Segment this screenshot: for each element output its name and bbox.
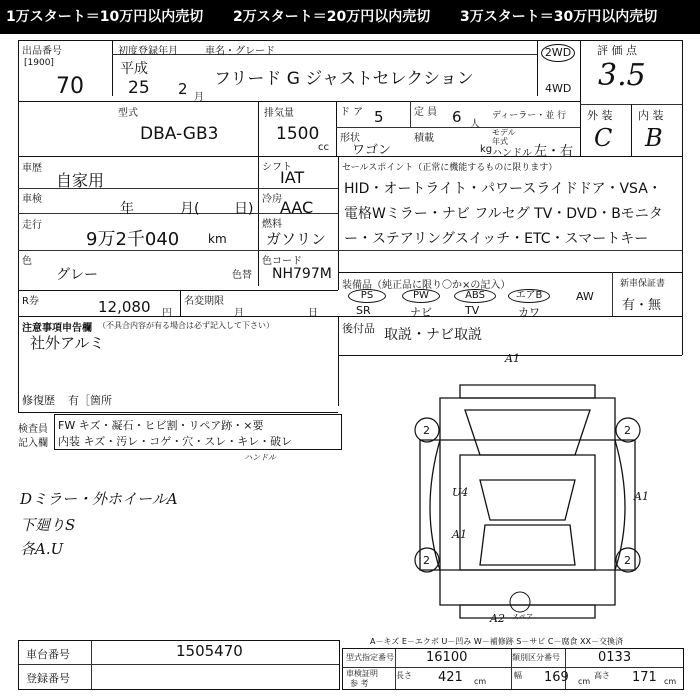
mark-bottom: A2 bbox=[490, 612, 505, 625]
height-label: 高さ bbox=[594, 671, 610, 680]
recycle-unit: 円 bbox=[162, 308, 172, 319]
mark-center: U4 bbox=[452, 486, 469, 499]
width-unit: cm bbox=[578, 677, 591, 686]
shape-label: 形状 bbox=[340, 133, 360, 144]
notes-sub: （不具合内容が有る場合は必ず記入して下さい） bbox=[98, 321, 274, 330]
exterior-label: 外 装 bbox=[587, 109, 613, 122]
mileage-unit: km bbox=[208, 232, 227, 246]
shift-value: IAT bbox=[280, 168, 305, 187]
equip-pw: PW bbox=[402, 289, 440, 303]
doors-value: 5 bbox=[374, 108, 384, 126]
checker-line2: 内装 キズ・汚レ・コゲ・穴・スレ・キレ・破レ bbox=[58, 435, 293, 448]
equip-airbag: エアB bbox=[508, 289, 550, 303]
recycle-value: 12,080 bbox=[98, 298, 151, 316]
load-label: 積載 bbox=[414, 133, 434, 144]
mark-right: A1 bbox=[634, 490, 649, 503]
model-year-label: モデル 年式 bbox=[492, 128, 516, 146]
ac-value: AAC bbox=[280, 198, 314, 217]
capacity-label: 定 員 bbox=[414, 107, 438, 118]
exterior-grade: C bbox=[594, 124, 613, 152]
color-code-value: NH797M bbox=[272, 266, 332, 282]
first-reg-label: 初度登録年月 bbox=[118, 46, 178, 57]
length-value: 421 bbox=[438, 670, 463, 685]
color-code-label: 色コード bbox=[262, 256, 302, 267]
height-unit: cm bbox=[664, 677, 677, 686]
rating-label: 評 価 点 bbox=[597, 44, 637, 57]
after-parts-label: 後付品 bbox=[342, 322, 375, 335]
after-parts-value: 取説・ナビ取説 bbox=[384, 327, 482, 343]
mileage-label: 走行 bbox=[22, 220, 42, 231]
lot-number: 70 bbox=[56, 74, 84, 99]
category-value: 自家用 bbox=[56, 171, 105, 190]
recycle-label: R券 bbox=[22, 296, 39, 307]
checker-label-1: 検査員 bbox=[18, 424, 48, 435]
first-reg-month-unit: 月 bbox=[194, 92, 204, 103]
color-value: グレー bbox=[56, 267, 98, 283]
equip-abs: ABS bbox=[454, 289, 496, 303]
interior-label: 内 装 bbox=[638, 109, 664, 122]
warranty-value: 有・無 bbox=[622, 298, 662, 313]
capacity-value: 6 bbox=[452, 108, 462, 126]
shape-value: ワゴン bbox=[352, 143, 392, 158]
rating-score: 3.5 bbox=[598, 58, 646, 93]
checker-line1: FW キズ・凝石・ヒビ割・リペア跡・×要 bbox=[58, 419, 264, 432]
sales-point-line3: ー・ステアリングスイッチ・ETC・スマートキー bbox=[344, 231, 649, 247]
color-label: 色 bbox=[22, 256, 32, 267]
banner-text-3: 3万スタート＝30万円以内売切 bbox=[460, 9, 658, 25]
category-label: 車歴 bbox=[22, 163, 42, 174]
length-label: 長さ bbox=[396, 671, 412, 680]
load-unit: kg bbox=[480, 144, 493, 155]
name-change-day: 日 bbox=[308, 308, 318, 319]
repair-label: 修復歴 bbox=[22, 394, 55, 407]
chassis-label: 車台番号 bbox=[26, 648, 70, 661]
model-code-value: 16100 bbox=[426, 650, 468, 665]
handwritten-line2: 下廻りS bbox=[20, 516, 76, 534]
first-reg-era: 平成 bbox=[120, 61, 148, 77]
displacement-label: 排気量 bbox=[264, 108, 294, 119]
ac-label: 冷房 bbox=[262, 194, 282, 205]
handle-label: ハンドル bbox=[492, 148, 532, 159]
drive-4wd: 4WD bbox=[545, 82, 572, 95]
dims-label-2: 参 考 bbox=[350, 679, 369, 688]
warranty-label: 新車保証書 bbox=[620, 279, 666, 289]
inspection-label: 車検 bbox=[22, 194, 42, 205]
equip-tv: TV bbox=[465, 304, 480, 317]
damage-legend: A－キズ E－エクボ U－凹み W－補修跡 S－サビ C－腐食 XX－交換済 bbox=[370, 637, 624, 646]
displacement-value: 1500 bbox=[276, 124, 320, 144]
capacity-unit: 人 bbox=[470, 119, 480, 130]
name-change-month: 月 bbox=[234, 308, 244, 319]
notes-label: 注意事項申告欄 bbox=[22, 323, 92, 334]
color-change-label: 色替 bbox=[232, 270, 252, 281]
handle-value: 左・右 bbox=[534, 144, 574, 159]
first-reg-year: 25 bbox=[128, 78, 150, 98]
mileage-value: 9万2千040 bbox=[86, 229, 180, 250]
car-damage-diagram bbox=[400, 370, 660, 630]
svg-text:2: 2 bbox=[423, 424, 430, 437]
equip-ps: PS bbox=[348, 289, 386, 303]
inspection-month: 月( bbox=[180, 201, 200, 217]
mark-left: A1 bbox=[452, 528, 467, 541]
doors-label: ド ア bbox=[340, 107, 364, 118]
shift-label: シフト bbox=[262, 162, 292, 173]
interior-grade: B bbox=[645, 124, 663, 152]
equip-navi: ナビ bbox=[410, 306, 432, 319]
width-label: 幅 bbox=[514, 671, 522, 680]
model-code-label: 型式指定番号 bbox=[346, 653, 394, 662]
width-value: 169 bbox=[544, 670, 569, 685]
car-name: フリード G ジャストセレクション bbox=[214, 69, 474, 89]
dims-label-1: 車検証明 bbox=[346, 669, 378, 678]
length-unit: cm bbox=[474, 677, 487, 686]
class-code-label: 類別区分番号 bbox=[512, 653, 560, 662]
lot-code: [1900] bbox=[24, 58, 54, 68]
mark-top: A1 bbox=[505, 352, 520, 365]
model-label: 型式 bbox=[118, 108, 138, 119]
dealer-label: ディーラー・並 行 bbox=[492, 111, 567, 121]
name-change-label: 名変期限 bbox=[184, 296, 224, 307]
registration-label: 登録番号 bbox=[26, 672, 70, 685]
top-banner bbox=[0, 0, 700, 34]
inspection-year: 年 bbox=[120, 201, 134, 217]
displacement-unit: cc bbox=[318, 142, 329, 153]
car-name-label: 車名・グレード bbox=[205, 46, 275, 57]
equip-leather: カワ bbox=[518, 306, 540, 319]
first-reg-month: 2 bbox=[178, 80, 188, 98]
inspection-day: 日) bbox=[234, 201, 254, 217]
checker-note: ハンドル bbox=[244, 453, 276, 462]
equipment-label: 装備品（純正品に限り〇か×の記入） bbox=[342, 280, 511, 291]
equip-sr: SR bbox=[356, 304, 371, 317]
fuel-label: 燃料 bbox=[262, 219, 282, 230]
mark-spare: スペア bbox=[512, 613, 533, 621]
equip-aw: AW bbox=[576, 290, 594, 303]
fuel-value: ガソリン bbox=[266, 230, 327, 248]
height-value: 171 bbox=[632, 670, 657, 685]
class-code-value: 0133 bbox=[598, 650, 632, 665]
banner-text-2: 2万スタート＝20万円以内売切 bbox=[233, 9, 431, 25]
repair-value: 有［箇所 bbox=[68, 394, 112, 407]
svg-text:2: 2 bbox=[624, 554, 631, 567]
sales-point-label: セールスポイント（正常に機能するものに限ります） bbox=[342, 163, 558, 173]
handwritten-line3: 各A.U bbox=[20, 540, 64, 558]
notes-value: 社外アルミ bbox=[30, 334, 105, 352]
checker-label-2: 記入欄 bbox=[18, 438, 48, 449]
svg-text:2: 2 bbox=[624, 424, 631, 437]
sales-point-line1: HID・オートライト・パワースライドドア・VSA・ bbox=[344, 181, 662, 197]
lot-label: 出品番号 bbox=[22, 46, 62, 57]
model-value: DBA-GB3 bbox=[140, 124, 219, 144]
banner-text-1: 1万スタート＝10万円以内売切 bbox=[6, 9, 204, 25]
sales-point-line2: 電格Wミラー・ナビ フルセグ TV・DVD・Bモニタ bbox=[344, 206, 663, 222]
svg-text:2: 2 bbox=[423, 554, 430, 567]
chassis-value: 1505470 bbox=[176, 642, 243, 660]
drive-2wd-circled: 2WD bbox=[541, 44, 575, 62]
handwritten-line1: Dミラー・外ホイールA bbox=[20, 490, 178, 508]
